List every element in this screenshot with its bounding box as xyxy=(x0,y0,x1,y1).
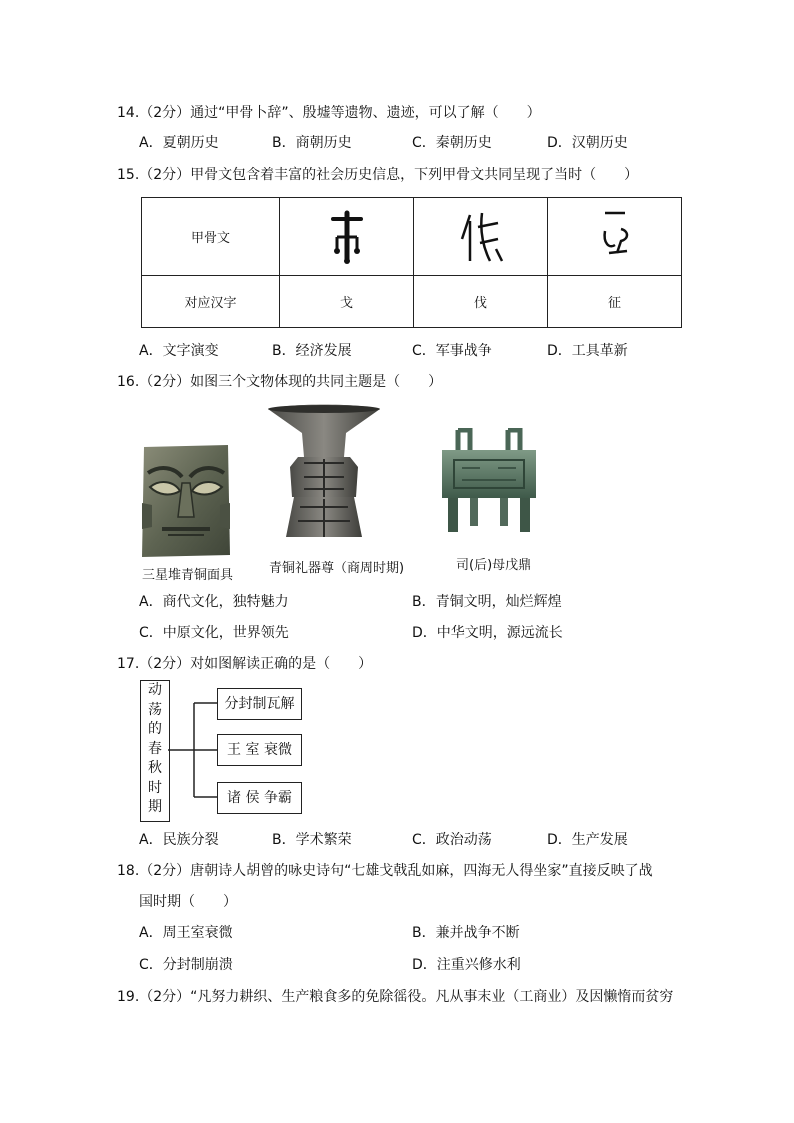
q16-stem: 16.（2分）如图三个文物体现的共同主题是（ ） xyxy=(117,374,443,390)
root-char: 的 xyxy=(148,721,162,737)
q17-option-d: D．生产发展 xyxy=(547,832,628,848)
diagram-branch-label: 王 室 衰微 xyxy=(227,742,292,758)
q14-option-a: A．夏朝历史 xyxy=(139,135,219,151)
diagram-root-box xyxy=(140,680,170,822)
root-char: 时 xyxy=(148,779,162,796)
q18-option-d: D．注重兴修水利 xyxy=(412,957,521,973)
simuwu-ding-image xyxy=(436,428,542,536)
q16-option-b: B．青铜文明，灿烂辉煌 xyxy=(412,594,562,610)
bronze-zun-vessel-image xyxy=(264,403,384,543)
q14-option-b: B．商朝历史 xyxy=(272,135,352,151)
q17-option-c: C．政治动荡 xyxy=(412,832,492,848)
hanzi-ge: 戈 xyxy=(280,276,414,328)
q15-option-c: C．军事战争 xyxy=(412,343,492,359)
diagram-branch-box xyxy=(217,734,302,766)
q14-option-c: C．秦朝历史 xyxy=(412,135,492,151)
oracle-bone-table xyxy=(141,197,682,328)
hanzi-row-header: 对应汉字 xyxy=(142,276,280,328)
oracle-glyph-ge-icon xyxy=(280,198,414,276)
q18-stem-line1: 18.（2分）唐朝诗人胡曾的咏史诗句“七雄戈戟乱如麻，四海无人得坐家”直接反映了战 xyxy=(117,863,653,879)
q18-option-c: C．分封制崩溃 xyxy=(139,957,233,973)
q19-stem: 19.（2分）“凡努力耕织、生产粮食多的免除徭役。凡从事末业（工商业）及因懒惰而贫穷 xyxy=(117,989,674,1005)
diagram-branch-label: 分封制瓦解 xyxy=(224,696,295,712)
oracle-glyph-fa-icon xyxy=(414,198,548,276)
q14-stem: 14.（2分）通过“甲骨卜辞”、殷墟等遗物、遗迹，可以了解（ ） xyxy=(117,105,541,121)
q14-option-d: D．汉朝历史 xyxy=(547,135,628,151)
q15-option-d: D．工具革新 xyxy=(547,343,628,359)
root-char: 期 xyxy=(148,799,162,815)
q17-option-b: B．学术繁荣 xyxy=(272,832,352,848)
caption-simuwu-ding: 司(后)母戊鼎 xyxy=(456,558,532,573)
diagram-branch-label: 诸 侯 争霸 xyxy=(227,790,292,806)
q15-stem: 15.（2分）甲骨文包含着丰富的社会历史信息，下列甲骨文共同呈现了当时（ ） xyxy=(117,167,639,183)
root-char: 春 xyxy=(148,740,162,757)
q18-option-b: B．兼并战争不断 xyxy=(412,925,520,941)
hanzi-fa: 伐 xyxy=(414,276,548,328)
caption-bronze-zun: 青铜礼器尊（商周时期) xyxy=(269,561,405,576)
q18-option-a: A．周王室衰微 xyxy=(139,925,233,941)
q15-option-a: A．文字演变 xyxy=(139,343,219,359)
q16-option-a: A．商代文化，独特魅力 xyxy=(139,594,289,610)
root-char: 荡 xyxy=(148,701,162,718)
q18-stem-line2: 国时期（ ） xyxy=(139,894,237,910)
root-char: 动 xyxy=(148,682,162,698)
q16-option-c: C．中原文化，世界领先 xyxy=(139,625,289,641)
q17-stem: 17.（2分）对如图解读正确的是（ ） xyxy=(117,656,373,672)
root-char: 秋 xyxy=(148,760,162,776)
caption-bronze-mask: 三星堆青铜面具 xyxy=(142,568,234,583)
diagram-connectors xyxy=(168,700,220,800)
q17-option-a: A．民族分裂 xyxy=(139,832,219,848)
oracle-row-header: 甲骨文 xyxy=(142,198,280,276)
hanzi-zheng: 征 xyxy=(548,276,682,328)
oracle-glyph-zheng-icon xyxy=(548,198,682,276)
diagram-branch-box xyxy=(217,782,302,814)
q16-option-d: D．中华文明，源远流长 xyxy=(412,625,563,641)
diagram-branch-box xyxy=(217,688,302,720)
sanxingdui-bronze-mask-image xyxy=(138,443,234,561)
q15-option-b: B．经济发展 xyxy=(272,343,352,359)
